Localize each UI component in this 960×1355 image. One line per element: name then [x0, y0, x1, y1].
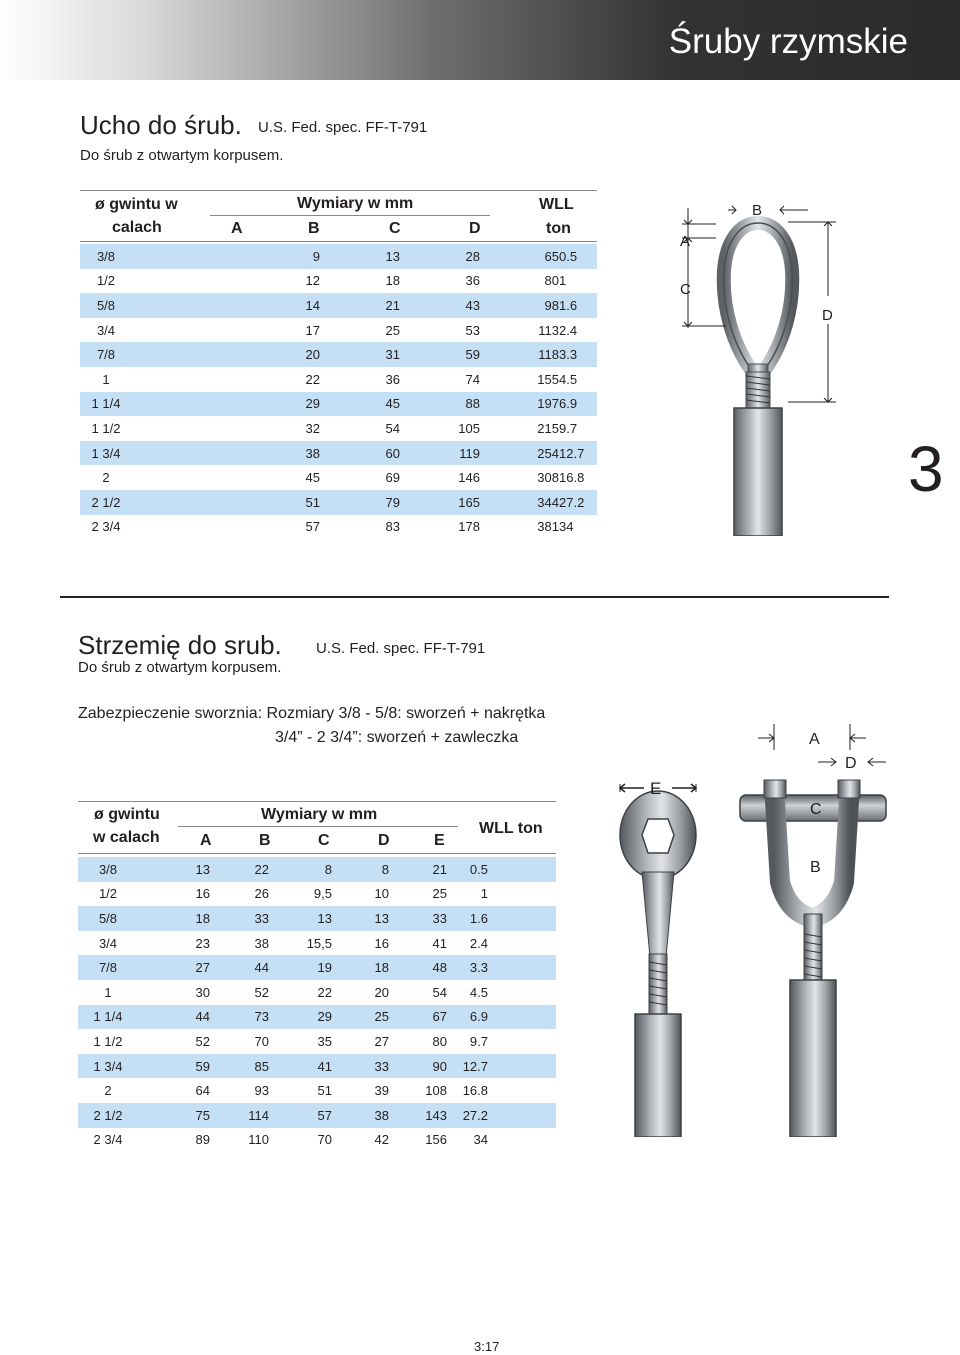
table-cell-spacer [488, 857, 556, 882]
table-cell: 67 [389, 1005, 447, 1030]
table-cell: 2 [102, 470, 110, 486]
table-row [80, 416, 597, 441]
table-cell: 51 [132, 490, 320, 515]
table-cell: 69 [385, 470, 400, 486]
table-cell: 43 [400, 293, 480, 318]
table-cell: 52 [195, 1033, 210, 1049]
label-c2: C [810, 801, 822, 818]
table-cell: 1 3/4 [78, 1054, 138, 1079]
table-cell: 1 3/4 [80, 441, 132, 466]
table-cell: 22 [210, 857, 269, 882]
table-cell: 80 [432, 1033, 447, 1049]
table2-header-thread-2: w calach [93, 829, 160, 846]
table-cell: 2.4 [559, 322, 578, 338]
table-cell: 31 [320, 342, 400, 367]
table-row [80, 392, 597, 417]
table-cell: 18 [332, 955, 389, 980]
table2-header-c: C [318, 832, 330, 849]
table-cell: 119 [400, 441, 480, 466]
section1-title: Ucho do śrub. [80, 110, 242, 140]
table-cell: 51 [317, 1083, 332, 1099]
table-cell: 33 [210, 906, 269, 931]
table-cell: 308 [537, 470, 559, 486]
table-cell: 18 [138, 906, 210, 931]
table-cell: 1 1/4 [80, 392, 132, 417]
table-cell: 2 1/2 [78, 1103, 138, 1128]
table-cell: 5/8 [80, 293, 132, 318]
table-row [80, 367, 597, 392]
table-cell: 70 [254, 1033, 269, 1049]
table-cell: 45 [320, 392, 400, 417]
table-cell: 1 [104, 984, 112, 1000]
table-cell: 33 [389, 906, 447, 931]
table-cell: 12.7 [447, 1054, 488, 1079]
table-cell: 0.5 [559, 244, 597, 269]
label-d: D [822, 307, 833, 324]
table-cell: 21 [320, 293, 400, 318]
table-cell: 9 [132, 244, 320, 269]
label-d2: D [845, 755, 857, 772]
table-cell-spacer [488, 1128, 556, 1153]
table-row [80, 515, 597, 540]
section2-spec: U.S. Fed. spec. FF-T-791 [316, 640, 486, 657]
table-cell: 22 [305, 371, 320, 387]
table-cell: 3/4 [98, 935, 118, 951]
table1-header-wll-1: WLL [539, 196, 574, 213]
table-cell: 29 [269, 1005, 332, 1030]
table2-header-a: A [200, 832, 212, 849]
table-cell: 2 [104, 1083, 112, 1099]
table-cell: 74 [465, 371, 480, 387]
table-cell-spacer [488, 931, 556, 956]
label-a: A [680, 233, 691, 250]
label-b2: B [810, 859, 821, 876]
table-cell: 32 [305, 420, 320, 436]
jaw-bolt-diagram [608, 722, 892, 1137]
table-cell-spacer [488, 980, 556, 1005]
table1-top-rule [80, 190, 597, 191]
table-cell: 105 [458, 420, 480, 436]
table-cell: 2 3/4 [91, 519, 121, 535]
table1-header-wll-2: ton [546, 220, 571, 237]
table-cell: 114 [210, 1103, 269, 1128]
table-cell: 36 [465, 273, 480, 289]
table-cell: 64 [195, 1083, 210, 1099]
table-cell: 65 [480, 244, 559, 269]
section-divider [60, 596, 889, 598]
table-cell: 1.6 [559, 293, 597, 318]
thread-lines [746, 372, 770, 408]
table-row [80, 269, 597, 294]
label-a2: A [809, 731, 820, 748]
table-row [80, 490, 597, 515]
table-row [80, 342, 597, 367]
table-cell: 57 [305, 519, 320, 535]
table-cell-spacer [488, 955, 556, 980]
table-cell: 13 [332, 906, 389, 931]
table-cell: 34 [559, 519, 574, 535]
table1-header-thread-2: calach [112, 219, 162, 236]
table-cell: 254 [480, 441, 559, 466]
table-cell: 344 [480, 490, 559, 515]
table-row [80, 244, 597, 269]
table-cell: 27 [374, 1033, 389, 1049]
table-row [78, 1005, 556, 1030]
table-cell: 60 [320, 441, 400, 466]
table-cell: 89 [195, 1132, 210, 1148]
table-cell: 30 [195, 984, 210, 1000]
table-cell: 26 [254, 886, 269, 902]
table-cell: 16.8 [559, 470, 585, 486]
table-cell: 3/4 [96, 322, 116, 338]
table-cell: 1/2 [96, 273, 116, 289]
table-cell: 9,5 [313, 886, 332, 902]
table-cell: 44 [210, 955, 269, 980]
table-cell: 1 [559, 273, 567, 289]
table-cell: 5/8 [78, 906, 138, 931]
table-cell: 44 [138, 1005, 210, 1030]
table-cell: 45 [305, 470, 320, 486]
table-cell: 12 [305, 273, 320, 289]
eye-loop-shape [724, 223, 792, 376]
table-cell: 52 [254, 984, 269, 1000]
table-cell: 7/8 [80, 342, 132, 367]
table1-header-thread-1: ø gwintu w [95, 196, 178, 213]
table-cell: 80 [544, 273, 559, 289]
table-cell: 2.4 [469, 935, 488, 951]
table-cell: 41 [269, 1054, 332, 1079]
table-row [78, 1078, 556, 1103]
table-cell: 83 [385, 519, 400, 535]
table-cell-spacer [488, 1005, 556, 1030]
table-cell: 93 [254, 1083, 269, 1099]
table-row [78, 882, 556, 907]
table2-group-rule [178, 826, 458, 827]
section2-title: Strzemię do srub. [78, 630, 282, 660]
table-row [80, 465, 597, 490]
table-cell: 38 [254, 935, 269, 951]
table-cell: 3.3 [447, 955, 488, 980]
label-b: B [752, 202, 763, 219]
section1-subtitle: Do śrub z otwartym korpusem. [80, 147, 284, 164]
table-cell: 1 [102, 371, 110, 387]
table-row [78, 955, 556, 980]
table-cell: 27.2 [447, 1103, 488, 1128]
table-cell: 9.7 [559, 420, 578, 436]
table-cell: 1 1/2 [91, 420, 121, 436]
table-cell: 3/8 [80, 244, 132, 269]
label-c: C [680, 281, 691, 298]
table2-header-d: D [378, 832, 390, 849]
table-cell: 0.5 [447, 857, 488, 882]
table-cell: 54 [432, 984, 447, 1000]
table-cell: 59 [138, 1054, 210, 1079]
table-cell: 215 [537, 420, 559, 436]
table-cell: 27.2 [559, 490, 597, 515]
table-cell: 9.7 [469, 1033, 488, 1049]
table-cell: 4.5 [559, 371, 578, 387]
table-row [80, 318, 597, 343]
table-cell: 165 [400, 490, 480, 515]
table-cell: 8 [332, 857, 389, 882]
table-cell: 381 [537, 519, 559, 535]
table-cell: 12.7 [559, 441, 597, 466]
table1 [80, 244, 597, 539]
table-cell: 73 [210, 1005, 269, 1030]
table-cell: 13 [320, 244, 400, 269]
table-cell: 39 [374, 1083, 389, 1099]
table-cell: 22 [317, 984, 332, 1000]
table-cell: 156 [425, 1132, 447, 1148]
table-cell: 48 [389, 955, 447, 980]
table2 [78, 857, 556, 1152]
side-view-part [620, 779, 696, 1137]
table-cell: 29 [132, 392, 320, 417]
table-cell: 155 [537, 371, 559, 387]
table-cell-spacer [488, 1103, 556, 1128]
table-row [78, 980, 556, 1005]
table-cell: 146 [458, 470, 480, 486]
table-cell: 108 [425, 1083, 447, 1099]
table-cell: 1 1/4 [78, 1005, 138, 1030]
table2-header-group: Wymiary w mm [261, 806, 378, 823]
table-row [78, 1029, 556, 1054]
table-cell: 34 [473, 1132, 488, 1148]
table-cell: 15,5 [306, 935, 332, 951]
table-cell-spacer [488, 1029, 556, 1054]
table-cell: 36 [385, 371, 400, 387]
table2-header-b: B [259, 832, 271, 849]
table1-header-a: A [231, 220, 243, 237]
table-row [80, 293, 597, 318]
label-e: E [650, 779, 662, 798]
chapter-number: 3 [908, 433, 944, 505]
table1-header-group: Wymiary w mm [297, 195, 414, 212]
table-cell: 6.9 [447, 1005, 488, 1030]
table-cell: 1/2 [98, 886, 118, 902]
table1-group-rule [210, 215, 490, 216]
table2-header-rule [78, 853, 556, 854]
table-cell-spacer [488, 1078, 556, 1103]
table-cell: 75 [138, 1103, 210, 1128]
table-row [78, 906, 556, 931]
table-cell: 25 [332, 1005, 389, 1030]
table1-header-c: C [389, 220, 401, 237]
header-bar [0, 0, 960, 80]
page-number: 3:17 [474, 1339, 500, 1354]
table-cell: 38 [132, 441, 320, 466]
table-cell: 2 3/4 [93, 1132, 123, 1148]
table-row [78, 857, 556, 882]
table-cell: 1 1/2 [93, 1033, 123, 1049]
table-cell: 178 [458, 519, 480, 535]
table-cell: 59 [400, 342, 480, 367]
section2-note-line1: Zabezpieczenie sworznia: Rozmiary 3/8 - 5/8: sworzeń + nakrętka [78, 705, 546, 722]
table-cell: 3.3 [559, 342, 597, 367]
section1-spec: U.S. Fed. spec. FF-T-791 [258, 119, 428, 136]
table-cell: 21 [389, 857, 447, 882]
table2-header-wll: WLL ton [479, 820, 543, 837]
table1-header-b: B [308, 220, 320, 237]
table-cell: 79 [320, 490, 400, 515]
table-cell: 20 [374, 984, 389, 1000]
table-cell: 2 1/2 [80, 490, 132, 515]
table-row [78, 1128, 556, 1153]
table-cell: 16 [195, 886, 210, 902]
table-cell: 98 [480, 293, 559, 318]
table-cell: 90 [389, 1054, 447, 1079]
table-cell: 54 [385, 420, 400, 436]
table-cell: 110 [248, 1132, 269, 1148]
table-row [78, 931, 556, 956]
table-cell: 25 [432, 886, 447, 902]
section2-note-line2: 3/4” - 2 3/4”: sworzeń + zawleczka [275, 729, 519, 746]
table-cell: 57 [269, 1103, 332, 1128]
table-cell: 20 [132, 342, 320, 367]
table-cell: 18 [385, 273, 400, 289]
table2-top-rule [78, 801, 556, 802]
table-cell: 38 [332, 1103, 389, 1128]
table-row [78, 1054, 556, 1079]
table-cell: 16.8 [462, 1083, 488, 1099]
table-cell: 88 [400, 392, 480, 417]
table-cell: 25 [385, 322, 400, 338]
table1-header-d: D [469, 220, 481, 237]
table-cell: 8 [269, 857, 332, 882]
table-row [78, 1103, 556, 1128]
table-cell: 143 [389, 1103, 447, 1128]
table-cell: 7/8 [78, 955, 138, 980]
front-view-part [740, 724, 886, 1137]
table-cell: 16 [374, 935, 389, 951]
table-cell: 118 [480, 342, 559, 367]
table1-header-rule [80, 241, 597, 242]
table-cell: 41 [432, 935, 447, 951]
eye-bolt-diagram [672, 196, 862, 536]
table-cell: 19 [269, 955, 332, 980]
table-cell: 35 [317, 1033, 332, 1049]
table-cell: 13 [269, 906, 332, 931]
table-row [80, 441, 597, 466]
table-cell: 113 [538, 322, 559, 338]
table-cell: 28 [400, 244, 480, 269]
table-cell: 1 [480, 886, 488, 902]
table-cell: 27 [138, 955, 210, 980]
table-cell: 33 [332, 1054, 389, 1079]
table2-header-e: E [434, 832, 445, 849]
table-cell: 53 [465, 322, 480, 338]
table-cell: 70 [317, 1132, 332, 1148]
table-cell: 1.6 [447, 906, 488, 931]
table-cell: 85 [210, 1054, 269, 1079]
table2-header-thread-1: ø gwintu [94, 806, 160, 823]
page-header-title: Śruby rzymskie [668, 22, 908, 61]
section2-subtitle: Do śrub z otwartym korpusem. [78, 659, 282, 676]
table-cell: 42 [374, 1132, 389, 1148]
table-cell: 13 [138, 857, 210, 882]
table-cell: 3/8 [78, 857, 138, 882]
table-cell-spacer [488, 1054, 556, 1079]
table-cell-spacer [488, 882, 556, 907]
table-cell: 23 [195, 935, 210, 951]
table-cell: 197 [480, 392, 559, 417]
table-cell: 6.9 [559, 392, 597, 417]
table-cell: 14 [132, 293, 320, 318]
table-cell: 10 [374, 886, 389, 902]
table-cell-spacer [488, 906, 556, 931]
table-cell: 4.5 [469, 984, 488, 1000]
table-cell: 17 [305, 322, 320, 338]
